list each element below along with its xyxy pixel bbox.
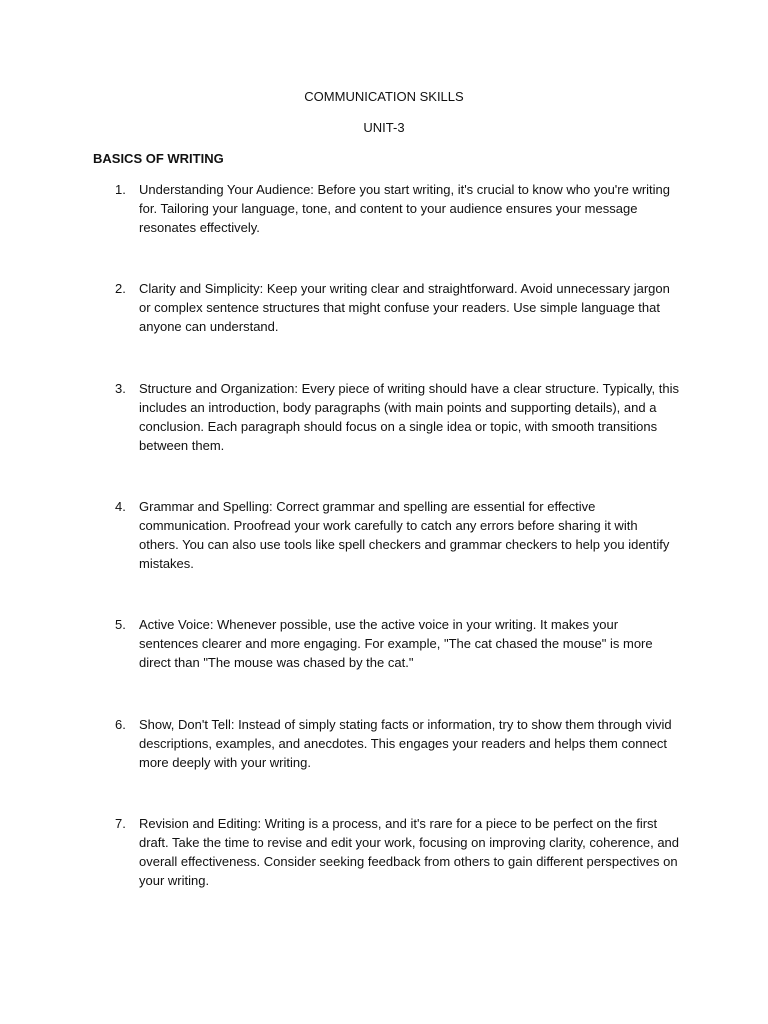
list-item-text: Structure and Organization: Every piece of writing should have a clear structure. Typically, this includes an introduction, body paragraphs (with main points and supporting details), and a conclusion. Each paragraph should focus on a single idea or topic, with smooth transitions between them. — [139, 381, 680, 453]
section-heading: BASICS OF WRITING — [93, 151, 224, 166]
list-item-number: 4. — [115, 499, 126, 514]
list-item-number: 3. — [115, 381, 126, 396]
list-item-number: 7. — [115, 816, 126, 831]
list-item-number: 5. — [115, 617, 126, 632]
document-title: COMMUNICATION SKILLS — [304, 89, 464, 104]
list-item-text: Show, Don't Tell: Instead of simply stating facts or information, try to show them through vivid descriptions, examples, and anecdotes. This engages your readers and helps them connect more deeply with your writing. — [139, 717, 672, 770]
list-item-text: Active Voice: Whenever possible, use the active voice in your writing. It makes your sentences clearer and more engaging. For example, "The cat chased the mouse" is more direct than "The mouse was chased by the cat." — [139, 617, 653, 670]
list-item-number: 2. — [115, 281, 126, 296]
list-item-text: Revision and Editing: Writing is a process, and it's rare for a piece to be perfect on the first draft. Take the time to revise and edit your work, focusing on improving clarity, coherence, and overall effectiveness. Consider seeking feedback from others to gain different perspectives on your writing. — [139, 816, 680, 888]
document-subtitle: UNIT-3 — [363, 120, 405, 135]
list-item-text: Understanding Your Audience: Before you start writing, it's crucial to know who you're writing for. Tailoring your language, tone, and content to your audience ensures your message resonates effectively. — [139, 182, 671, 235]
list-item-text: Clarity and Simplicity: Keep your writing clear and straightforward. Avoid unnecessary jargon or complex sentence structures that might confuse your readers. Use simple language that anyone can understand. — [139, 281, 670, 334]
list-item-number: 1. — [115, 182, 126, 197]
list-item-number: 6. — [115, 717, 126, 732]
list-item-text: Grammar and Spelling: Correct grammar and spelling are essential for effective communication. Proofread your work carefully to catch any errors before sharing it with others. You can also use tools like spell checkers and grammar checkers to help you identify mistakes. — [139, 499, 670, 571]
